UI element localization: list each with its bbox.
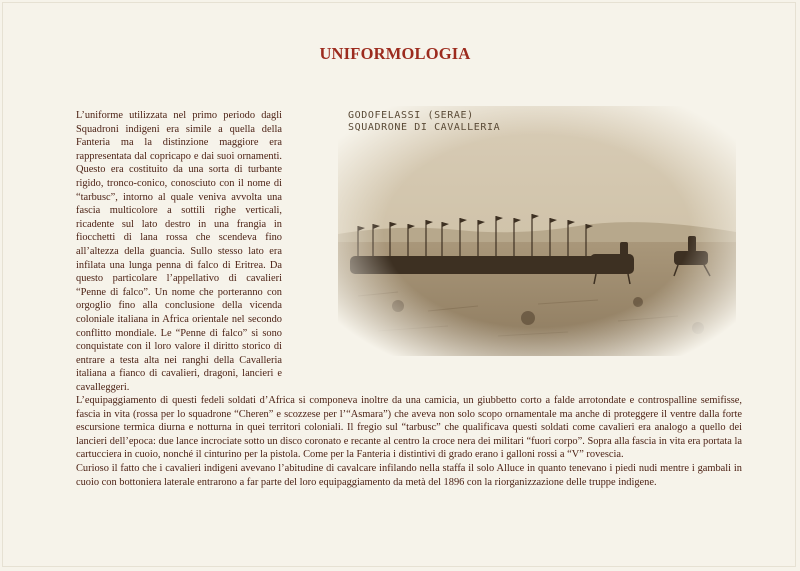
page-title: UNIFORMOLOGIA <box>319 44 471 63</box>
intro-column <box>76 109 282 394</box>
photo-caption-unit: SQUADRONE DI CAVALLERIA <box>348 122 501 133</box>
historical-photo <box>338 106 736 356</box>
intro-paragraph: L’uniforme utilizzata nel primo periodo dagli Squadroni indigeni era simile a quella della Fanteria ma la distinzione maggiore era rappresentata dal copricapo e dai suoi ornamenti. Questo era costituito da una sorta di turbante rigido, tronco-conico, conosciuto con il nome di “tarbusc”, intorno al quale veniva avvolta una fascia multicolore a sottili righe verticali, ricadente sul lato destro in una frangia in fiocchetti di lana rossa che scendeva fino all’altezza della guancia. Sullo stesso lato era infilata una lunga penna di falco di Eritrea. Da questo particolare l’appellativo di cavalieri “Penne di falco”. Un nome che porteranno con orgoglio fino alla conclusione della vicenda coloniale italiana in Africa orientale nel secondo conflitto mondiale. Le “Penne di falco” si sono conquistate con il loro valore il diritto storico di entrare a testa alta nei ranghi della Cavalleria italiana a fianco di cavalieri, dragoni, lancieri e cavalleggeri. <box>76 110 282 393</box>
photo-image <box>338 106 736 356</box>
body-text <box>76 394 742 489</box>
equipment-paragraph: L’equipaggiamento di questi fedeli soldati d’Africa si componeva inoltre da una camicia, un giubbetto corto a falde arrotondate e controspalline semifisse, fascia in vita (rossa per lo squadrone “Cheren” e scozzese per l’“Asmara”) che aveva non solo scopo ornamentale ma anche di proteggere il ventre dalla forte escursione termica diurna e notturna in quei territori coloniali. Il fregio sul “tarbusc” che qualificava questi soldati come cavalieri era analogo a quello dei lancieri dell’epoca: due lance incrociate sotto un disco coronato e recante al centro la croce nera dei militari “fuori corpo”. Sopra alla fascia in vita era portata la cartucciera in cuoio, nonché il cinturino per la pistola. Come per la Fanteria i distintivi di grado erano i galloni rossi a “V” rovescia. <box>76 395 742 461</box>
photo-caption-location: GODOFELASSI (SERAE) <box>348 110 474 121</box>
closing-paragraph: Curioso il fatto che i cavalieri indigeni avevano l’abitudine di cavalcare infilando nella staffa il solo Alluce in quanto tenevano i piedi nudi mentre i gambali in cuoio con bottoniera laterale entrarono a far parte del loro equipaggiamento da metà del 1896 con la riorganizzazione delle truppe indigene. <box>76 462 742 488</box>
